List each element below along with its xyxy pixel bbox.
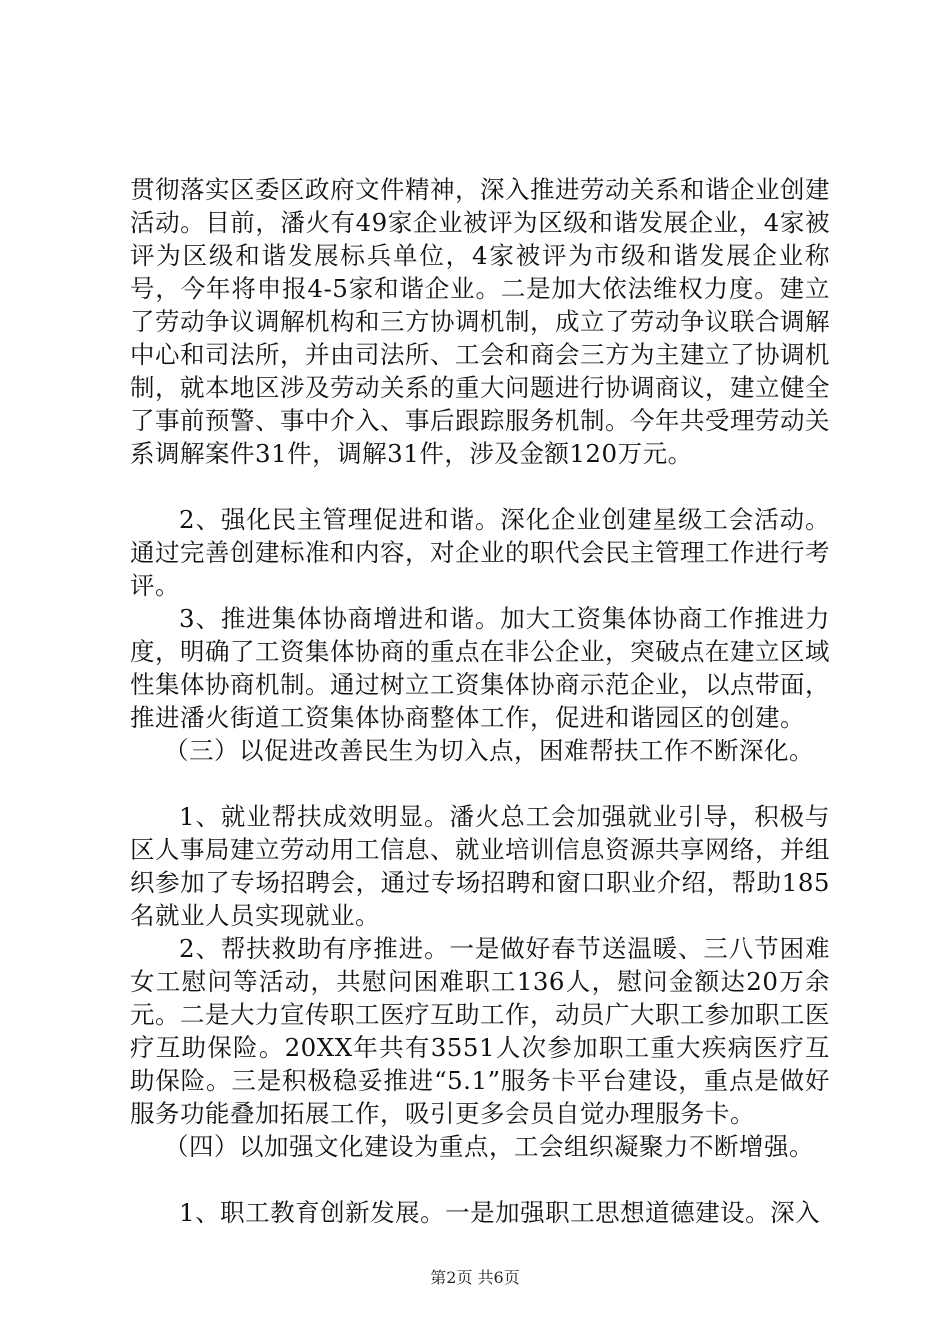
paragraph-worker-education: 1、职工教育创新发展。一是加强职工思想道德建设。深入	[179, 1198, 821, 1227]
paragraph-collective-negotiation: 3、推进集体协商增进和谐。加大工资集体协商工作推进力度，明确了工资集体协商的重点在非公企业，突破点在建立区域性集体协商机制。通过树立工资集体协商示范企业，以点带面，推进潘火街道工资集体协商整体工作，促进和谐园区的创建。	[130, 604, 830, 732]
page-number-label: 第2页 共6页	[430, 1268, 520, 1287]
section-heading-three: （三）以促进改善民生为切入点，困难帮扶工作不断深化。	[164, 736, 814, 765]
document-body	[130, 173, 830, 1229]
paragraph-assistance: 2、帮扶救助有序推进。一是做好春节送温暖、三八节困难女工慰问等活动，共慰问困难职工136人，慰问金额达20万余元。二是大力宣传职工医疗互助工作，动员广大职工参加职工医疗互助保险。20XX年共有3551人次参加职工重大疾病医疗互助保险。三是积极稳妥推进“5.1”服务卡平台建设，重点是做好服务功能叠加拓展工作，吸引更多会员自觉办理服务卡。	[130, 934, 830, 1128]
paragraph-employment-support: 1、就业帮扶成效明显。潘火总工会加强就业引导，积极与区人事局建立劳动用工信息、就业培训信息资源共享网络，并组织参加了专场招聘会，通过专场招聘和窗口职业介绍，帮助185名就业人员实现就业。	[130, 802, 830, 930]
section-heading-four: （四）以加强文化建设为重点，工会组织凝聚力不断增强。	[164, 1132, 814, 1161]
paragraph-democratic-management: 2、强化民主管理促进和谐。深化企业创建星级工会活动。通过完善创建标准和内容，对企业的职代会民主管理工作进行考评。	[130, 505, 830, 600]
paragraph-continuation: 贯彻落实区委区政府文件精神，深入推进劳动关系和谐企业创建活动。目前，潘火有49家企业被评为区级和谐发展企业，4家被评为区级和谐发展标兵单位，4家被评为市级和谐发展企业称号，今年将申报4-5家和谐企业。二是加大依法维权力度。建立了劳动争议调解机构和三方协调机制，成立了劳动争议联合调解中心和司法所，并由司法所、工会和商会三方为主建立了协调机制，就本地区涉及劳动关系的重大问题进行协调商议，建立健全了事前预警、事中介入、事后跟踪服务机制。今年共受理劳动关系调解案件31件，调解31件，涉及金额120万元。	[130, 175, 830, 468]
page-footer	[0, 1268, 950, 1288]
